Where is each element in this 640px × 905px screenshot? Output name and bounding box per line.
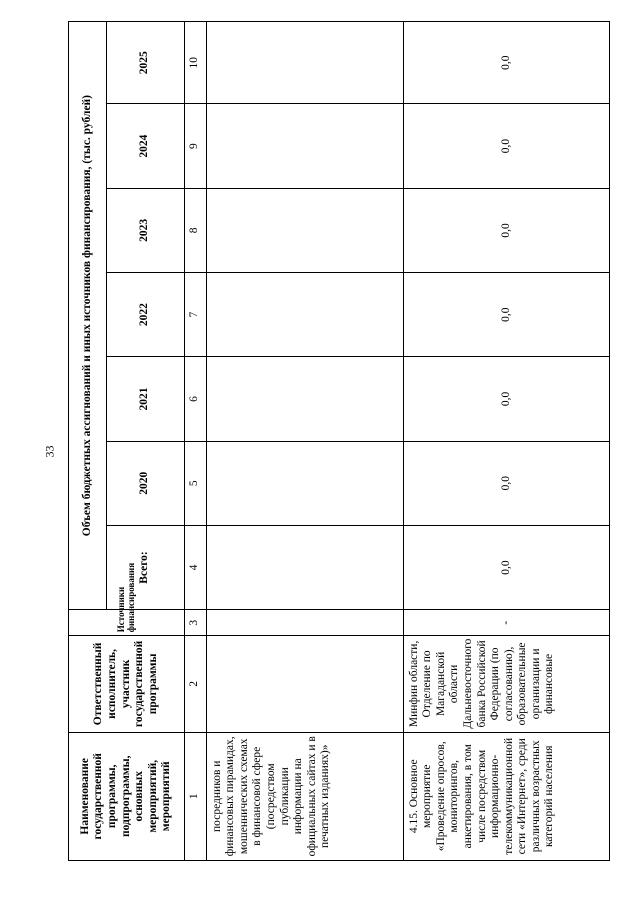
row-value: 0,0 [403, 188, 609, 272]
header-year-2021: 2021 [106, 357, 184, 441]
row-name: посредников и финансовых пирамидах, мошеннических схемах в финансовой сфере (посредством публикации информации на официальных сайтах и в печатных изданиях)» [206, 732, 403, 860]
numbering-row [184, 22, 206, 861]
header-executor: Ответственный исполнитель, участник государственной программы [69, 636, 185, 732]
col-number: 4 [184, 525, 206, 609]
col-number: 9 [184, 104, 206, 188]
header-budget-group: Объем бюджетных ассигнований и иных источников финансирования, (тыс. рублей) [69, 22, 107, 610]
row-value [206, 188, 403, 272]
header-year-2025: 2025 [106, 22, 184, 104]
row-value [206, 22, 403, 104]
col-number: 1 [184, 732, 206, 860]
financing-table [68, 21, 610, 861]
col-number: 2 [184, 636, 206, 732]
row-source [206, 610, 403, 636]
row-source: - [403, 610, 609, 636]
row-name: 4.15. Основное мероприятие «Проведение опросов, мониторингов, анкетирования, в том числе посредством информационно-телекоммуникационной сети «Интернет», среди различных возрастных категорий населения [403, 732, 609, 860]
rotated-table-wrapper [68, 21, 610, 861]
row-value: 0,0 [403, 273, 609, 357]
col-number: 10 [184, 22, 206, 104]
row-executor [206, 636, 403, 732]
row-value: 0,0 [403, 441, 609, 525]
row-value: 0,0 [403, 104, 609, 188]
header-source: Источники финансирования [69, 610, 185, 636]
col-number: 3 [184, 610, 206, 636]
col-number: 7 [184, 273, 206, 357]
header-year-2020: 2020 [106, 441, 184, 525]
row-value: 0,0 [403, 357, 609, 441]
row-value [206, 357, 403, 441]
table-row [403, 22, 609, 861]
page-number: 33 [42, 445, 57, 458]
header-year-2023: 2023 [106, 188, 184, 272]
row-value [206, 525, 403, 609]
header-year-2024: 2024 [106, 104, 184, 188]
row-value [206, 273, 403, 357]
header-year-2022: 2022 [106, 273, 184, 357]
table-row [206, 22, 403, 861]
header-name: Наименование государственной программы, подпрограммы, основных мероприятий, мероприятий [69, 732, 185, 860]
row-value [206, 104, 403, 188]
col-number: 5 [184, 441, 206, 525]
col-number: 6 [184, 357, 206, 441]
col-number: 8 [184, 188, 206, 272]
row-value: 0,0 [403, 22, 609, 104]
row-executor: Минфин области, Отделение по Магаданской области Дальневосточного банка Российской Федерации (по согласованию), образовательные организации и финансовые [403, 636, 609, 732]
header-year-total: Всего: [106, 525, 184, 609]
row-value: 0,0 [403, 525, 609, 609]
row-value [206, 441, 403, 525]
